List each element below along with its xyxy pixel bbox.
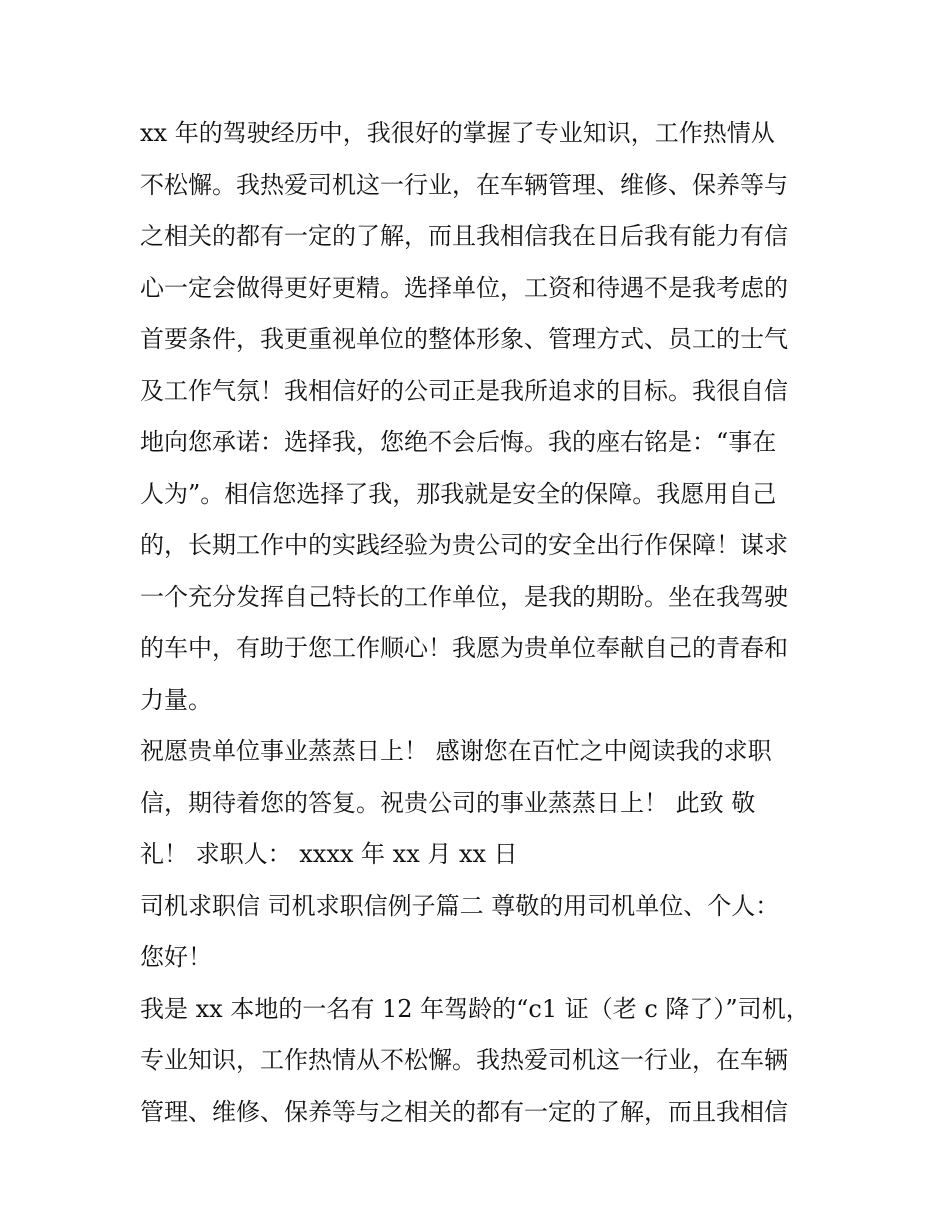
- text-line: 的车中，有助于您工作顺心！我愿为贵单位奉献自己的青春和: [140, 634, 788, 662]
- text-line: 一个充分发挥自己特长的工作单位，是我的期盼。坐在我驾驶: [140, 582, 788, 611]
- text-line: 礼！ 求职人： xxxx 年 xx 月 xx 日: [140, 840, 518, 868]
- text-line: 的，长期工作中的实践经验为贵公司的安全出行作保障！谋求: [140, 531, 788, 559]
- text-line: 心一定会做得更好更精。选择单位，工资和待遇不是我考虑的: [140, 273, 788, 302]
- text-line: 及工作气氛！我相信好的公司正是我所追求的目标。我很自信: [140, 376, 788, 405]
- text-line: 管理、维修、保养等与之相关的都有一定的了解，而且我相信: [140, 1097, 788, 1126]
- text-line: 地向您承诺：选择我，您绝不会后悔。我的座右铭是：“事在: [140, 428, 777, 456]
- text-line: 力量。: [140, 685, 212, 714]
- text-line: xx 年的驾驶经历中，我很好的掌握了专业知识，工作热情从: [140, 119, 775, 147]
- text-line: 首要条件，我更重视单位的整体形象、管理方式、员工的士气: [140, 325, 788, 353]
- text-line: 我是 xx 本地的一名有 12 年驾龄的“c1 证（老 c 降了）”司机，: [140, 994, 810, 1023]
- text-line: 人为”。相信您选择了我，那我就是安全的保障。我愿用自己: [140, 479, 777, 508]
- text-line: 祝愿贵单位事业蒸蒸日上！ 感谢您在百忙之中阅读我的求职: [140, 737, 772, 765]
- text-line: 司机求职信 司机求职信例子篇二 尊敬的用司机单位、个人：: [140, 891, 780, 920]
- text-line: 不松懈。我热爱司机这一行业，在车辆管理、维修、保养等与: [140, 170, 788, 199]
- body-text: [140, 108, 830, 1138]
- text-line: 信，期待着您的答复。祝贵公司的事业蒸蒸日上！ 此致 敬: [140, 788, 756, 817]
- text-line: 专业知识，工作热情从不松懈。我热爱司机这一行业，在车辆: [140, 1046, 788, 1074]
- text-line: 之相关的都有一定的了解，而且我相信我在日后我有能力有信: [140, 222, 788, 250]
- text-line: 您好！: [140, 943, 212, 971]
